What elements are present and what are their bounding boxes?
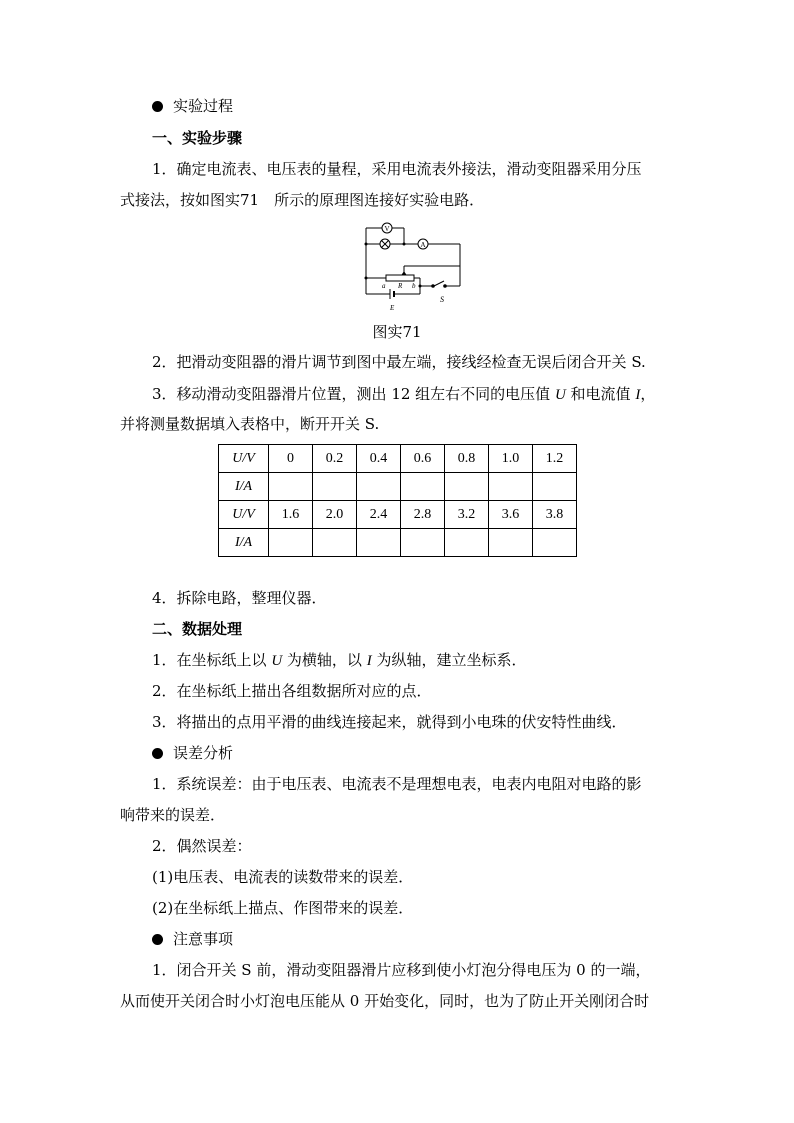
table-cell: 0.8 — [445, 445, 489, 473]
bullet-icon — [152, 748, 163, 759]
table-cell — [445, 529, 489, 557]
error2: 2．偶然误差： — [152, 837, 252, 855]
figure-caption: 图实71 — [372, 323, 422, 341]
measurement-table — [218, 444, 577, 557]
step2: 2．把滑动变阻器的滑片调节到图中最左端，接线经检查无误后闭合开关 S. — [152, 353, 646, 371]
ammeter-label: A — [420, 241, 426, 249]
table-cell: 0.4 — [357, 445, 401, 473]
switch-label: S — [440, 295, 444, 304]
table-cell — [357, 529, 401, 557]
table-cell: 0 — [269, 445, 313, 473]
table-cell — [489, 529, 533, 557]
data-heading: 二、数据处理 — [152, 620, 243, 638]
step1-line2: 式接法，按如图实71 所示的原理图连接好实验电路． — [120, 191, 485, 209]
step3-line2: 并将测量数据填入表格中，断开开关 S. — [120, 415, 380, 433]
table-cell — [489, 473, 533, 501]
table-cell: 3.2 — [445, 501, 489, 529]
error1-line2: 响带来的误差． — [120, 806, 226, 824]
data-step1: 1．在坐标纸上以 U 为横轴，以 I 为纵轴，建立坐标系． — [152, 651, 527, 669]
error2-item1: (1)电压表、电流表的读数带来的误差． — [152, 868, 414, 886]
section-heading-error: 误差分析 — [152, 743, 233, 763]
table-row — [219, 529, 577, 557]
table-cell: 2.4 — [357, 501, 401, 529]
note1-line2: 从而使开关闭合时小灯泡电压能从 0 开始变化，同时，也为了防止开关刚闭合时 — [120, 992, 650, 1010]
table-row — [219, 445, 577, 473]
table-cell: 1.2 — [533, 445, 577, 473]
table-cell — [401, 473, 445, 501]
table-cell: 3.6 — [489, 501, 533, 529]
note1-line1: 1．闭合开关 S 前，滑动变阻器滑片应移到使小灯泡分得电压为 0 的一端， — [152, 961, 651, 979]
table-cell: U/V — [219, 501, 269, 529]
section-heading-notes: 注意事项 — [152, 929, 233, 949]
error2-item2: (2)在坐标纸上描点、作图带来的误差． — [152, 899, 414, 917]
table-cell: 1.0 — [489, 445, 533, 473]
step4: 4．拆除电路，整理仪器． — [152, 589, 327, 607]
table-cell: 1.6 — [269, 501, 313, 529]
rheostat-end-b-label: b — [412, 282, 416, 290]
table-cell — [533, 473, 577, 501]
step1-line1: 1．确定电流表、电压表的量程，采用电流表外接法，滑动变阻器采用分压 — [152, 160, 642, 178]
rheostat-label: R — [398, 282, 403, 290]
battery-label: E — [390, 304, 395, 312]
table-cell: 0.6 — [401, 445, 445, 473]
table-cell — [357, 473, 401, 501]
table-cell: U/V — [219, 445, 269, 473]
voltmeter-label: V — [384, 225, 390, 233]
table-cell: 3.8 — [533, 501, 577, 529]
error1-line1: 1．系统误差：由于电压表、电流表不是理想电表，电表内电阻对电路的影 — [152, 775, 642, 793]
table-row — [219, 473, 577, 501]
switch-icon — [434, 281, 444, 286]
table-cell: 2.8 — [401, 501, 445, 529]
table-row — [219, 501, 577, 529]
data-step2: 2．在坐标纸上描出各组数据所对应的点． — [152, 682, 432, 700]
table-cell — [313, 529, 357, 557]
table-cell — [445, 473, 489, 501]
rheostat-end-a-label: a — [382, 282, 386, 290]
bullet-icon — [152, 934, 163, 945]
table-cell — [269, 529, 313, 557]
circuit-diagram — [360, 220, 464, 316]
data-step3: 3．将描出的点用平滑的曲线连接起来，就得到小电珠的伏安特性曲线． — [152, 713, 627, 731]
rheostat-icon — [386, 275, 414, 281]
steps-heading: 一、实验步骤 — [152, 129, 243, 147]
table-cell — [313, 473, 357, 501]
table-cell: I/A — [219, 529, 269, 557]
table-cell: 2.0 — [313, 501, 357, 529]
section-heading-process: 实验过程 — [152, 96, 233, 116]
bullet-icon — [152, 101, 163, 112]
table-cell: I/A — [219, 473, 269, 501]
table-cell — [269, 473, 313, 501]
table-cell — [401, 529, 445, 557]
table-cell: 0.2 — [313, 445, 357, 473]
table-cell — [533, 529, 577, 557]
step3-line1: 3．移动滑动变阻器滑片位置，测出 12 组左右不同的电压值 U 和电流值 I， — [152, 385, 656, 403]
